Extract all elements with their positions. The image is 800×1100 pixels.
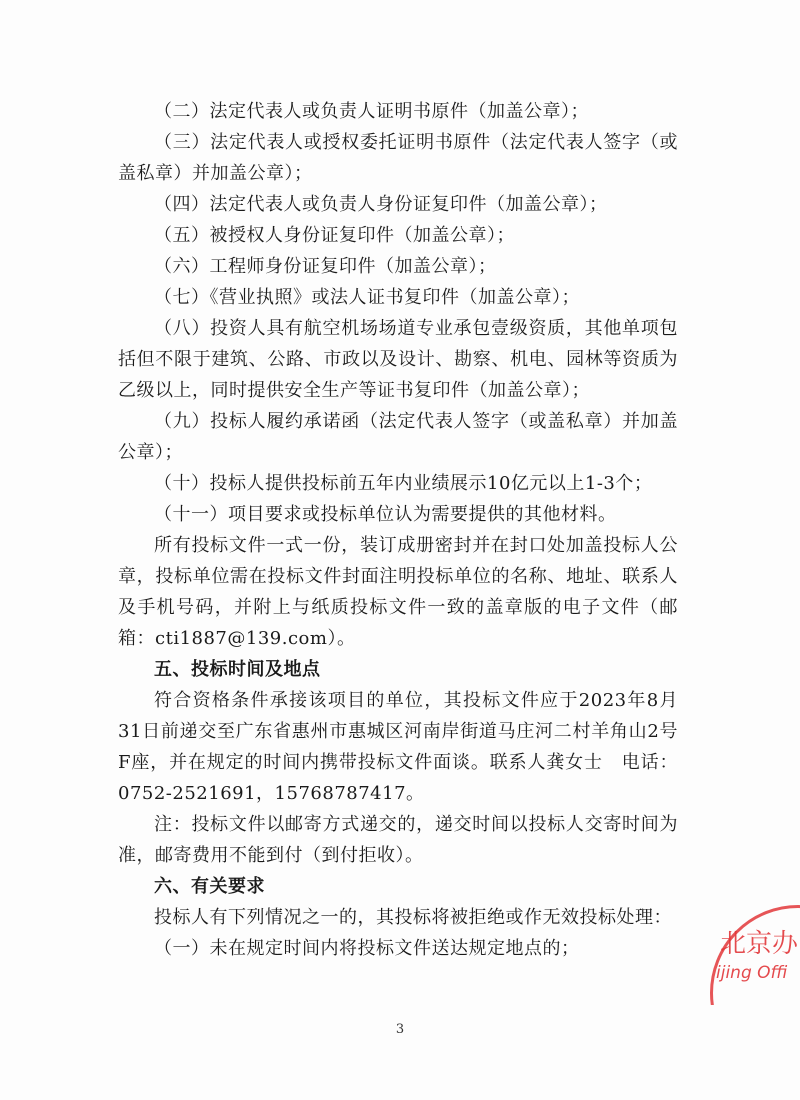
document-body	[118, 96, 678, 964]
body-paragraph: 所有投标文件一式一份，装订成册密封并在封口处加盖投标人公章，投标单位需在投标文件封面注明投标单位的名称、地址、联系人及手机号码，并附上与纸质投标文件一致的盖章版的电子文件（邮箱：cti1887@139.com）。	[118, 535, 678, 649]
stamp-text-chinese: 北京办	[720, 929, 799, 959]
section-heading: 六、有关要求	[154, 876, 265, 897]
body-paragraph: （四）法定代表人或负责人身份证复印件（加盖公章）；	[154, 194, 608, 215]
body-paragraph: （二）法定代表人或负责人证明书原件（加盖公章）；	[154, 101, 589, 122]
body-paragraph: （六）工程师身份证复印件（加盖公章）；	[154, 256, 497, 277]
body-paragraph: （八）投资人具有航空机场场道专业承包壹级资质，其他单项包括但不限于建筑、公路、市政以及设计、勘察、机电、园林等资质为乙级以上，同时提供安全生产等证书复印件（加盖公章）；	[118, 318, 678, 401]
body-paragraph: （七）《营业执照》或法人证书复印件（加盖公章）；	[154, 287, 580, 308]
body-paragraph: 符合资格条件承接该项目的单位，其投标文件应于2023年8月31日前递交至广东省惠州市惠城区河南岸街道马庄河二村羊角山2号F座，并在规定的时间内携带投标文件面谈。联系人龚女士 电话：0752-2521691，15768787417。	[118, 690, 678, 804]
body-paragraph: （一）未在规定时间内将投标文件送达规定地点的；	[154, 938, 580, 959]
body-paragraph: 注：投标文件以邮寄方式递交的，递交时间以投标人交寄时间为准，邮寄费用不能到付（到付拒收）。	[118, 814, 678, 866]
body-paragraph: （九）投标人履约承诺函（法定代表人签字（或盖私章）并加盖公章）；	[118, 411, 678, 463]
body-paragraph: （十）投标人提供投标前五年内业绩展示10亿元以上1-3个；	[154, 473, 653, 494]
section-heading: 五、投标时间及地点	[154, 659, 321, 680]
page-number: 3	[395, 1022, 405, 1037]
body-paragraph: （三）法定代表人或授权委托证明书原件（法定代表人签字（或盖私章）并加盖公章）；	[118, 132, 678, 184]
body-paragraph: （五）被授权人身份证复印件（加盖公章）；	[154, 225, 515, 246]
body-paragraph: 投标人有下列情况之一的，其投标将被拒绝或作无效投标处理：	[154, 907, 672, 928]
stamp-text-english: ijing Offi	[716, 963, 788, 983]
red-seal-stamp	[710, 905, 800, 1005]
body-paragraph: （十一）项目要求或投标单位认为需要提供的其他材料。	[154, 504, 617, 525]
